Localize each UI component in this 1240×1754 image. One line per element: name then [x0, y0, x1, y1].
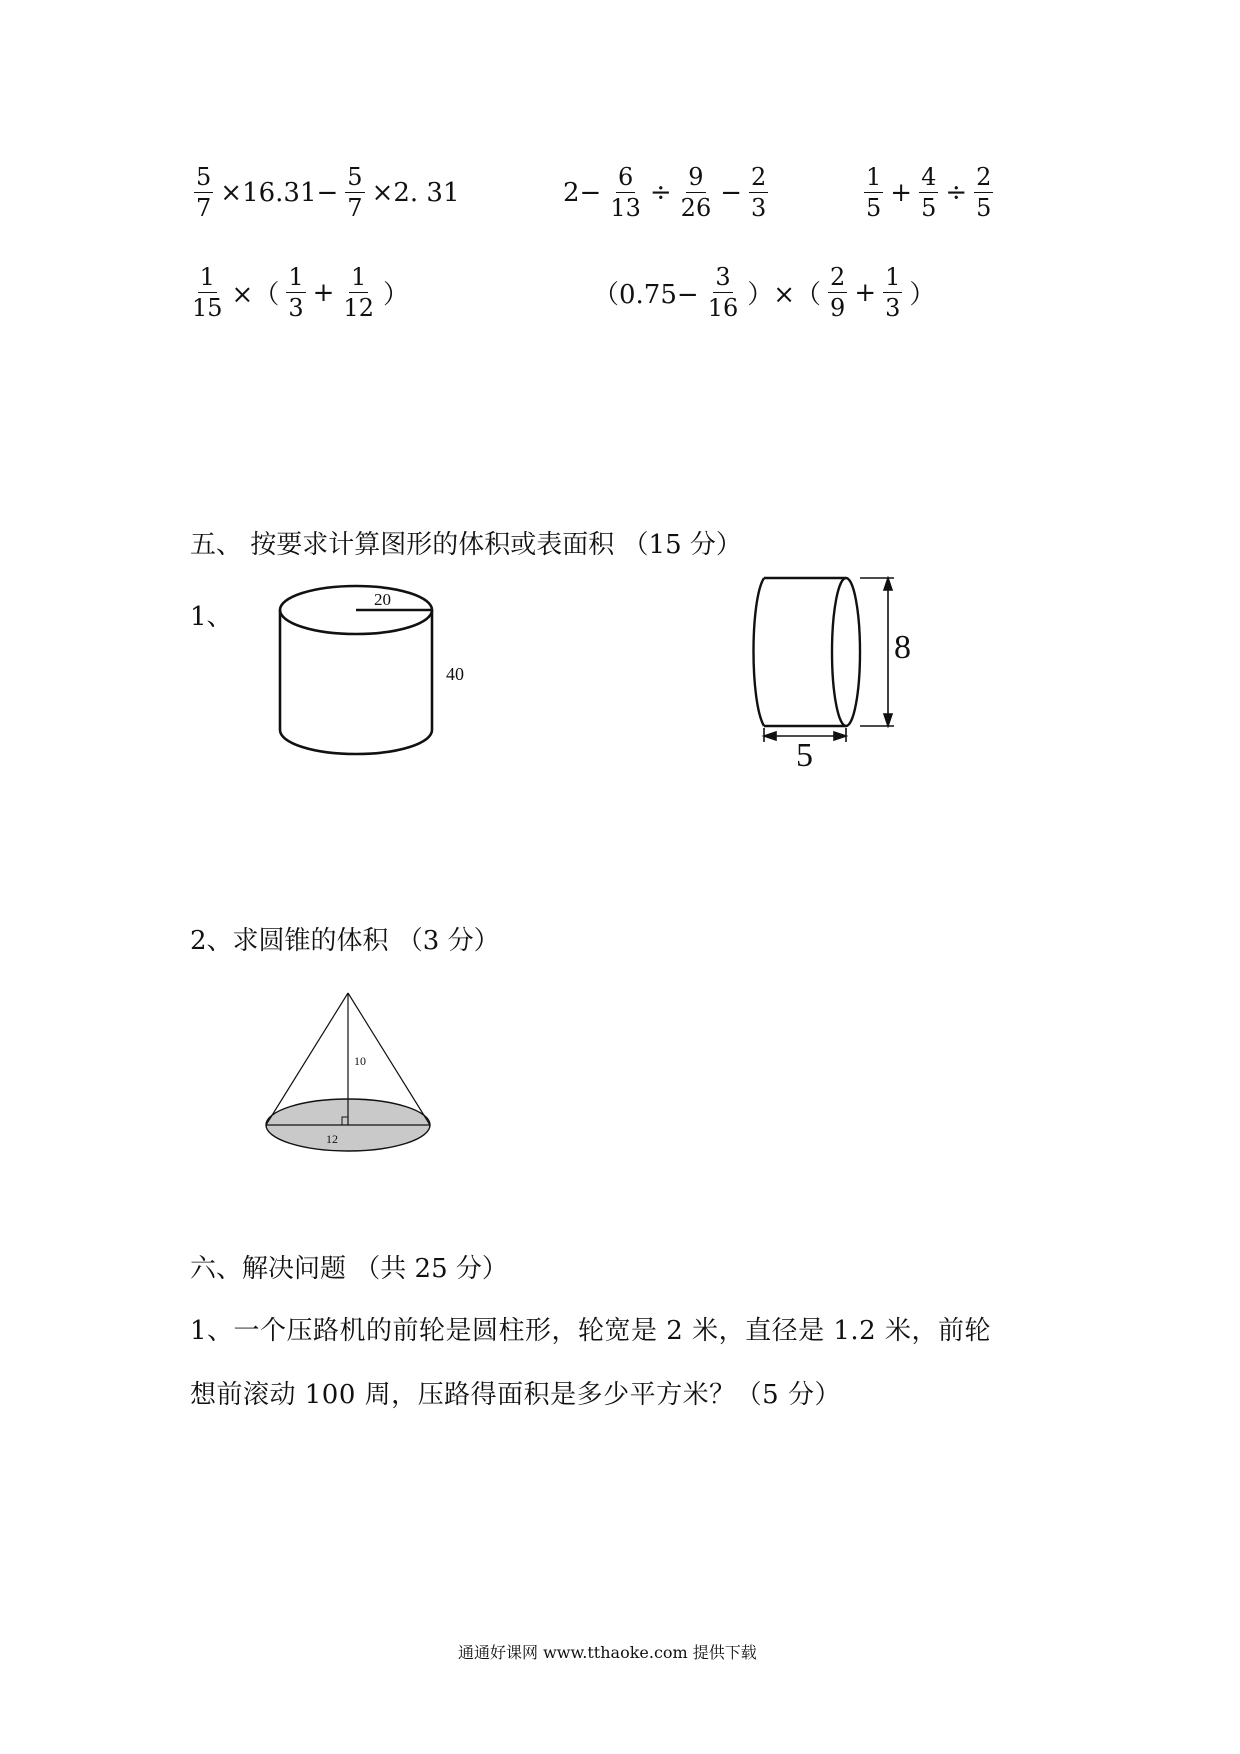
- question-2-label: 2、求圆锥的体积 （3 分）: [190, 926, 500, 956]
- fraction: $\frac{2}{9}$: [830, 263, 846, 322]
- fraction: $\frac{1}{12}$: [343, 263, 374, 322]
- expression-5: （0.75− $\frac{3}{16}$ ）×（ $\frac{2}{9}$ + $\frac{1}{3}$ ）: [593, 263, 936, 322]
- fraction: $\frac{1}{5}$: [866, 163, 882, 222]
- section-5-title: 五、 按要求计算图形的体积或表面积 （15 分）: [190, 530, 742, 560]
- expression-3: $\frac{1}{5}$ + $\frac{4}{5}$ ÷ $\frac{2}{5}$: [866, 163, 992, 222]
- cylinder1-height-label: 40: [446, 664, 464, 684]
- cone-figure: [260, 985, 440, 1155]
- expression-4: $\frac{1}{15}$ ×（ $\frac{1}{3}$ + $\frac{1}{12}$ ）: [192, 263, 409, 322]
- fraction: $\frac{3}{16}$: [707, 263, 739, 322]
- cylinder2-width-label: 5: [796, 737, 813, 770]
- fraction: $\frac{4}{5}$: [921, 163, 937, 222]
- fraction: $\frac{2}{5}$: [976, 163, 992, 222]
- fraction: $\frac{2}{3}$: [751, 163, 767, 222]
- cylinder2-height-label: 8: [894, 629, 911, 666]
- expression-2: 2− $\frac{6}{13}$ ÷ $\frac{9}{26}$ − $\frac{2}{3}$: [563, 163, 767, 222]
- cylinder-upright-figure: [270, 580, 490, 760]
- cone-diameter-label: 12: [326, 1132, 338, 1146]
- problem-1-line-1: 1、一个压路机的前轮是圆柱形，轮宽是 2 米，直径是 1.2 米，前轮: [190, 1316, 991, 1346]
- fraction: $\frac{1}{15}$: [192, 263, 223, 322]
- page-footer: 通通好课网 www.tthaoke.com 提供下载: [458, 1643, 757, 1662]
- fraction: $\frac{5}{7}$: [347, 163, 363, 222]
- cylinder-horizontal-figure: [748, 570, 928, 770]
- problem-1-line-2: 想前滚动 100 周，压路得面积是多少平方米？（5 分）: [190, 1380, 841, 1410]
- section-6-title: 六、解决问题 （共 25 分）: [190, 1254, 508, 1284]
- fraction: $\frac{9}{26}$: [680, 163, 712, 222]
- fraction: $\frac{6}{13}$: [610, 163, 641, 222]
- expression-1: $\frac{5}{7}$ ×16.31− $\frac{5}{7}$ ×2. 31: [196, 163, 460, 222]
- fraction: $\frac{1}{3}$: [885, 263, 901, 322]
- fraction: $\frac{5}{7}$: [196, 163, 212, 222]
- cone-height-label: 10: [354, 1054, 366, 1068]
- question-1-label: 1、: [190, 602, 233, 632]
- cylinder1-radius-label: 20: [374, 590, 391, 609]
- fraction: $\frac{1}{3}$: [288, 263, 304, 322]
